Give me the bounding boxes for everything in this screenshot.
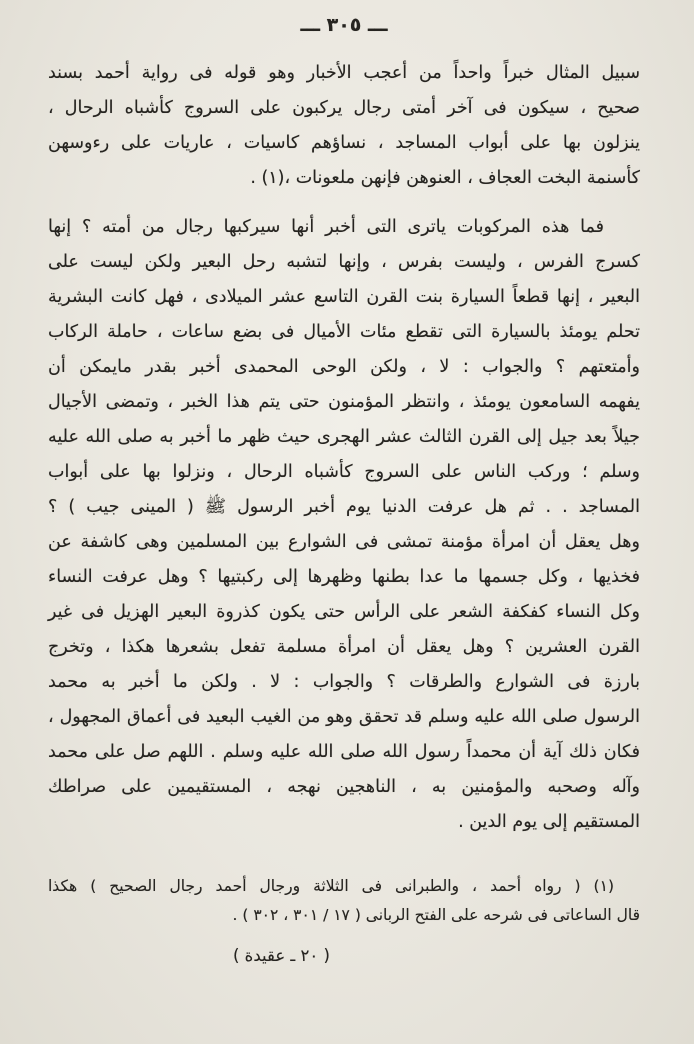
text-line: وسلم ؛ وركب الناس على السروج كأشباه الرحال ، ونزلوا بها على أبواب bbox=[48, 462, 640, 482]
paragraph-hadith-quote bbox=[48, 56, 640, 196]
text-line: وأمتعتهم ؟ والجواب : لا ، ولكن الوحى المحمدى أخبر بقدر مايمكن أن bbox=[48, 357, 640, 377]
text-line: وهل يعقل أن امرأة مؤمنة تمشى فى الشوارع بين المسلمين وهى كاشفة عن bbox=[48, 532, 640, 552]
text-line: قال الساعاتى فى شرحه على الفتح الربانى ( ١٧ / ٣٠١ ، ٣٠٢ ) . bbox=[232, 906, 640, 924]
text-line: صحيح ، سيكون فى آخر أمتى رجال يركبون على السروج كأشباه الرحال ، bbox=[48, 98, 640, 118]
text-line: القرن العشرين ؟ وهل يعقل أن امرأة مسلمة تفعل بشعرها هكذا ، وتخرج bbox=[48, 637, 640, 657]
text-line: كأسنمة البخت العجاف ، العنوهن فإنهن ملعونات ،(١) . bbox=[250, 168, 640, 188]
text-line: المساجد . . ثم هل عرفت الدنيا يوم أخبر الرسول ﷺ ( المينى جيب ) ؟ bbox=[48, 497, 640, 517]
text-line: تحلم يومئذ بالسيارة التى تقطع مئات الأميال فى بضع ساعات ، حاملة الركاب bbox=[48, 322, 640, 342]
text-line: المستقيم إلى يوم الدين . bbox=[458, 812, 640, 832]
text-line: جيلاً بعد جيل إلى القرن الثالث عشر الهجرى حيث ظهر ما أخبر به صلى الله عليه bbox=[48, 427, 640, 447]
footnote bbox=[48, 872, 640, 930]
page-number: ـــ ٣٠٥ ـــ bbox=[300, 14, 388, 36]
text-line: فما هذه المركوبات ياترى التى أخبر أنها سيركبها رجال من أمته ؟ إنها bbox=[48, 217, 604, 237]
text-line: فخذيها ، وكل جسمها ما عدا بطنها وظهرها إلى ركبتيها ؟ وهل عرفت النساء bbox=[48, 567, 640, 587]
text-line: وآله وصحبه والمؤمنين به ، الناهجين نهجه ، المستقيمين على صراطك bbox=[48, 777, 640, 797]
text-line: البعير ، إنها قطعاً السيارة بنت القرن التاسع عشر الميلادى ، فهل كانت البشرية bbox=[48, 287, 640, 307]
text-line: الرسول صلى الله عليه وسلم قد تحقق وهو من الغيب البعيد فى أعماق المجهول ، bbox=[48, 707, 640, 727]
paragraph-commentary bbox=[48, 210, 640, 840]
text-line: وكل النساء كفكفة الشعر على الرأس حتى يكون كذروة البعير الهزيل فى غير bbox=[48, 602, 640, 622]
text-line: يفهمه السامعون يومئذ ، وانتظر المؤمنون حتى يتم هذا الخبر ، وتمضى الأجيال bbox=[48, 392, 640, 412]
text-line: فكان ذلك آية أن محمداً رسول الله صلى الله عليه وسلم . اللهم صل على محمد bbox=[48, 742, 640, 762]
text-line: ينزلون بها على أبواب المساجد ، نساؤهم كاسيات ، عاريات على رءوسهن bbox=[48, 133, 640, 153]
text-line: (١) ( رواه أحمد ، والطبرانى فى الثلاثة ورجال أحمد رجال الصحيح ) هكذا bbox=[48, 877, 614, 895]
text-line: بارزة فى الشوارع والطرقات ؟ والجواب : لا . ولكن ما أخبر به محمد bbox=[48, 672, 640, 692]
text-line: سبيل المثال خبراً واحداً من أعجب الأخبار وهو قوله فى رواية أحمد بسند bbox=[48, 63, 640, 83]
volume-signature: ( ٢٠ ـ عقيدة ) bbox=[233, 946, 330, 965]
text-line: كسرج الفرس ، وليست بفرس ، وإنها لتشبه رحل البعير ولكن ليست على bbox=[48, 252, 640, 272]
